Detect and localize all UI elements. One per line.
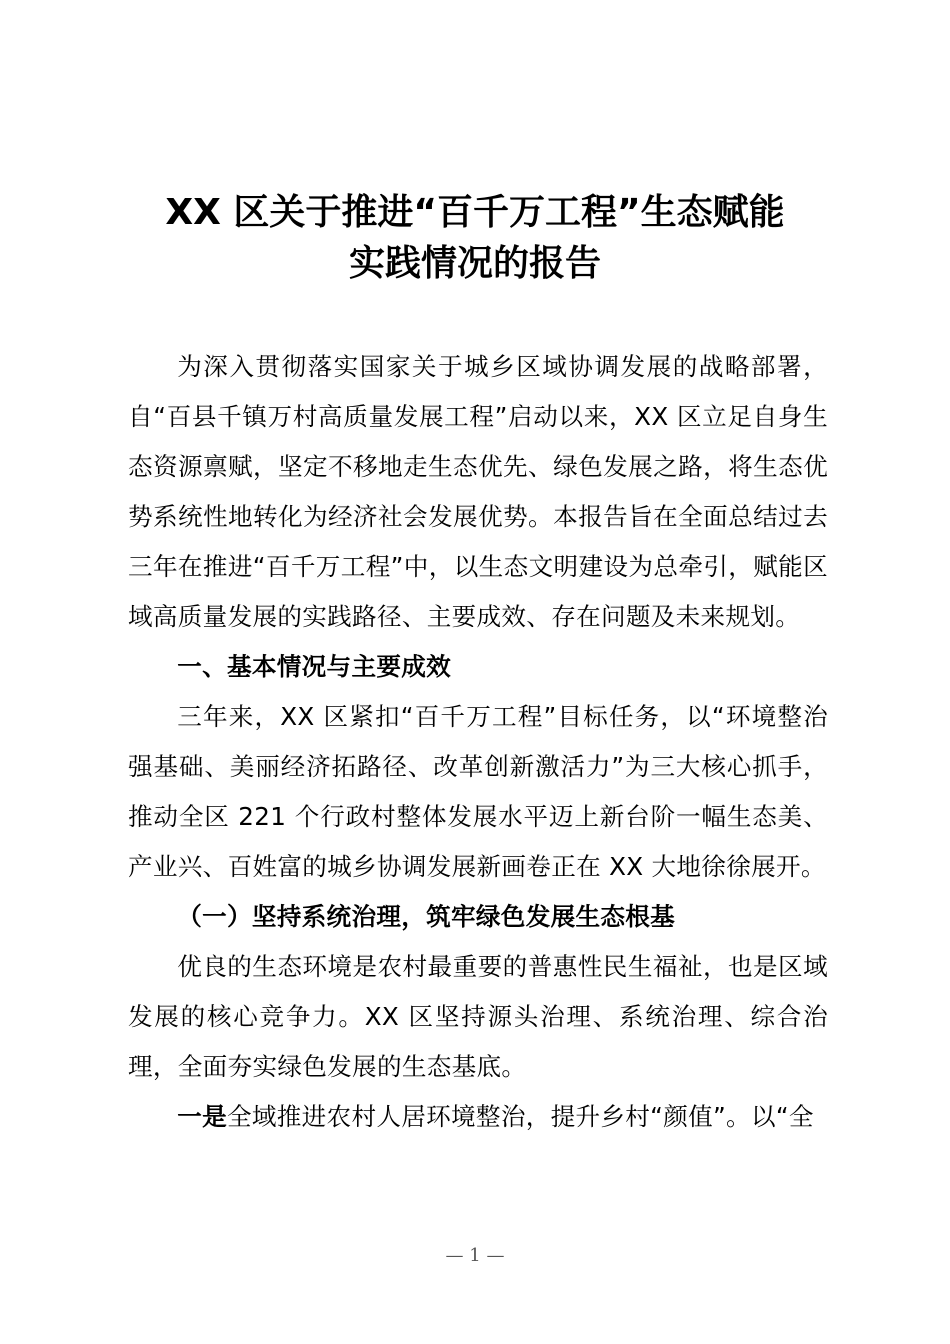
intro-paragraph: 为深入贯彻落实国家关于城乡区域协调发展的战略部署，自“百县千镇万村高质量发展工程”启动以来，XX 区立足自身生态资源禀赋，坚定不移地走生态优先、绿色发展之路，将生态优势系统性地转化为经济社会发展优势。本报告旨在全面总结过去三年在推进“百千万工程”中，以生态文明建设为总牵引，赋能区域高质量发展的实践路径、主要成效、存在问题及未来规划。	[128, 352, 828, 631]
document-title-line-1: XX 区关于推进“百千万工程”生态赋能	[165, 192, 785, 233]
document-title-line-2: 实践情况的报告	[348, 243, 601, 284]
ecology-paragraph: 优良的生态环境是农村最重要的普惠性民生福祉，也是区域发展的核心竞争力。XX 区坚持源头治理、系统治理、综合治理，全面夯实绿色发展的生态基底。	[128, 952, 828, 1081]
page-number: — 1 —	[445, 1245, 505, 1266]
item-text: 全域推进农村人居环境整治，提升乡村“颜值”。以“全	[226, 1102, 814, 1131]
section-heading-basic-situation: 一、基本情况与主要成效	[177, 652, 452, 681]
item-lead-label: 一是	[177, 1102, 227, 1131]
subsection-heading-systemic-governance: （一）坚持系统治理，筑牢绿色发展生态根基	[177, 902, 676, 931]
item-paragraph-1	[128, 1092, 828, 1142]
document-body	[128, 342, 828, 1142]
summary-paragraph: 三年来，XX 区紧扣“百千万工程”目标任务，以“环境整治强基础、美丽经济拓路径、改革创新激活力”为三大核心抓手，推动全区 221 个行政村整体发展水平迈上新台阶一幅生态美、产业兴、百姓富的城乡协调发展新画卷正在 XX 大地徐徐展开。	[128, 702, 828, 881]
